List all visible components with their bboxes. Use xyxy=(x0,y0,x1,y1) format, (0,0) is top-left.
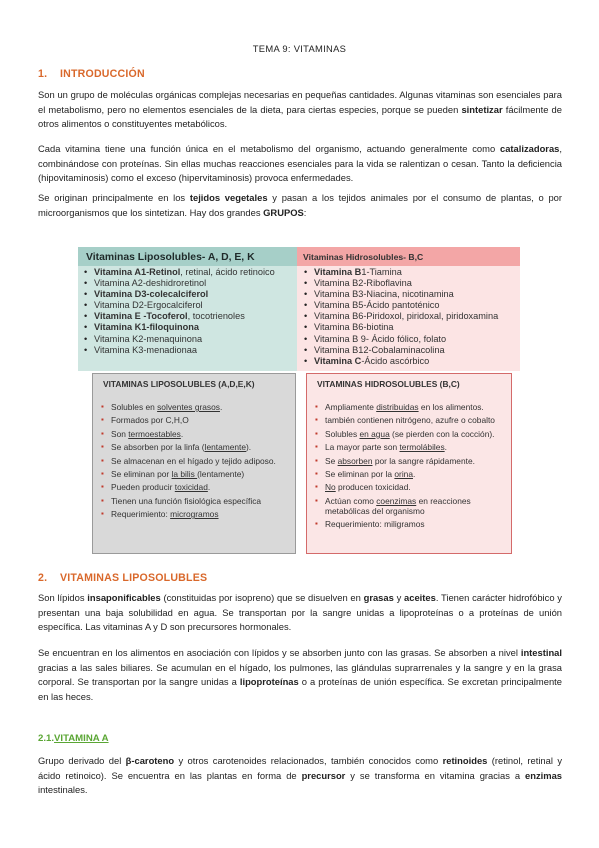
bold-text: Vitamina E -Tocoferol xyxy=(94,311,188,322)
list-item xyxy=(300,300,498,311)
text-run: Cada vitamina tiene una función única en el metabolismo del organismo, actuando generalmente como xyxy=(38,143,500,154)
text-run: Vitamina K3-menadionaa xyxy=(94,344,198,355)
text-run: Se originan principalmente en los xyxy=(38,192,190,203)
list-item xyxy=(315,429,505,439)
text-run: -Ácido ascórbico xyxy=(361,355,430,366)
subsection-heading-vitamina-a xyxy=(38,732,109,747)
underlined-text: distribuidas xyxy=(376,402,419,412)
text-run: Vitamina B12-Cobalaminacolina xyxy=(314,344,445,355)
list-item xyxy=(300,322,498,333)
underlined-text: orina xyxy=(394,468,413,479)
text-run: ). xyxy=(246,442,252,453)
text-run: producen toxicidad. xyxy=(335,482,411,493)
text-run: Vitamina K2-menaquinona xyxy=(94,333,203,344)
list-item xyxy=(80,289,275,300)
text-run: . xyxy=(444,442,447,453)
underlined-text: toxicidad xyxy=(174,482,208,493)
section-heading-introduccion xyxy=(38,66,145,82)
underlined-text: absorben xyxy=(337,455,373,466)
underlined-text: No xyxy=(325,482,336,493)
text-run: Solubles xyxy=(325,428,360,439)
list-item xyxy=(300,345,498,356)
bold-text: intestinal xyxy=(520,647,562,658)
text-run: por la sangre rápidamente. xyxy=(372,455,475,466)
text-run: Vitamina A2-deshidroretinol xyxy=(94,278,207,289)
list-item xyxy=(80,311,275,322)
text-run: Vitamina D2-Ergocalciferol xyxy=(94,300,203,311)
section-title: VITAMINAS LIPOSOLUBLES xyxy=(60,572,208,584)
underlined-text: termoestables xyxy=(128,428,181,439)
section-title: INTRODUCCIÓN xyxy=(60,68,145,80)
list-item xyxy=(80,300,275,311)
list-item xyxy=(80,334,275,345)
subsection-title: VITAMINA A xyxy=(54,733,109,744)
underlined-text: en agua xyxy=(359,428,390,439)
bold-text: catalizadoras xyxy=(499,143,560,154)
list-item xyxy=(80,278,275,289)
list-item xyxy=(300,356,498,367)
list-item xyxy=(300,289,498,300)
list-item xyxy=(101,456,289,466)
hidrosolubles-properties-box xyxy=(306,373,512,554)
list-item xyxy=(315,402,505,412)
liposolubles-properties-box xyxy=(92,373,296,554)
list-item xyxy=(101,496,289,506)
paragraph xyxy=(38,646,562,704)
section-heading-liposolubles xyxy=(38,570,207,586)
list-item xyxy=(101,482,289,492)
text-run: y xyxy=(393,592,405,603)
paragraph xyxy=(38,591,562,635)
hidrosolubles-list xyxy=(300,267,498,367)
text-run: . xyxy=(413,468,416,479)
text-run: 1-Tiamina xyxy=(361,267,402,277)
text-run: Requerimiento: miligramos xyxy=(325,519,425,530)
bold-text: Vitamina K1-filoquinona xyxy=(94,322,199,333)
bold-text: sintetizar xyxy=(461,103,503,115)
hidrosolubles-header: Vitaminas Hidrosolubles- B,C xyxy=(297,247,520,266)
bold-text: β-caroteno xyxy=(125,755,175,766)
bold-text: retinoides xyxy=(442,755,488,766)
text-run: Se absorben por la linfa ( xyxy=(111,442,205,453)
properties-list xyxy=(315,402,505,533)
text-run: y se transforma en vitamina gracias a xyxy=(345,769,525,781)
box-title: VITAMINAS HIDROSOLUBLES (B,C) xyxy=(317,379,460,389)
underlined-text: la bilis xyxy=(171,468,198,479)
text-run: Se encuentran en los alimentos en asociación con lípidos y se absorben junto con las grasas. Se absorben a nivel xyxy=(38,647,521,658)
text-run: , retinal, ácido retinoico xyxy=(180,267,275,277)
text-run: : xyxy=(303,206,307,218)
list-item xyxy=(101,429,289,439)
list-item xyxy=(315,415,505,425)
text-run: Son xyxy=(111,428,129,439)
text-run: Vitamina B6-Piridoxol, piridoxal, piridoxamina xyxy=(314,311,499,322)
underlined-text: coenzimas xyxy=(376,495,417,506)
text-run: Se eliminan por xyxy=(111,468,172,479)
text-run: (se pierden con la cocción). xyxy=(389,428,495,439)
text-run: Requerimiento: xyxy=(111,509,171,520)
text-run: Se xyxy=(325,455,338,466)
list-item xyxy=(300,311,498,322)
vitamin-groups-table xyxy=(78,247,520,371)
list-item xyxy=(300,334,498,345)
text-run: , tocotrienoles xyxy=(187,311,245,322)
section-number: 2. xyxy=(38,572,48,584)
text-run: intestinales. xyxy=(38,784,88,796)
text-run: Formados por C,H,O xyxy=(111,415,189,426)
text-run: (lentamente) xyxy=(197,468,245,479)
underlined-text: lentamente xyxy=(204,442,247,453)
bold-text: insaponificables xyxy=(87,592,161,603)
paragraph xyxy=(38,142,562,186)
bold-text: precursor xyxy=(301,769,346,781)
list-item xyxy=(80,322,275,333)
list-item xyxy=(315,456,505,466)
text-run: también contienen nitrógeno, azufre o cobalto xyxy=(325,415,495,426)
list-item xyxy=(315,496,505,516)
bold-text: lipoproteínas xyxy=(239,676,299,688)
paragraph xyxy=(38,88,562,132)
list-item xyxy=(300,267,498,278)
bold-text: tejidos vegetales xyxy=(189,192,268,203)
text-run: . xyxy=(219,402,223,412)
liposolubles-header: Vitaminas Liposolubles- A, D, E, K xyxy=(78,247,297,266)
text-run: , combinándose con proteínas. Sin ellas muchas reacciones esenciales para la vida se ralentizan o cesan. Tanto la deficiencia (hipovitaminosis) como el exceso (hipervitaminosis) provoca enfermedades. xyxy=(38,143,562,184)
text-run: Vitamina B 9- Ácido fólico, folato xyxy=(314,333,447,344)
text-run: Vitamina B5-Ácido pantoténico xyxy=(314,300,440,311)
text-run: o a proteínas de unión específica. Se excretan principalmente en las heces. xyxy=(38,676,562,702)
text-run: Tienen una función fisiológica específica xyxy=(111,495,262,506)
list-item xyxy=(315,519,505,529)
text-run: Vitamina B2-Riboflavina xyxy=(314,278,412,289)
bold-text: Vitamina B xyxy=(314,267,362,277)
text-run: Grupo derivado del xyxy=(38,755,126,766)
underlined-text: microgramos xyxy=(170,509,219,520)
document-title: TEMA 9: VITAMINAS xyxy=(252,43,347,54)
bold-text: aceites xyxy=(404,592,436,603)
list-item xyxy=(101,402,289,412)
list-item xyxy=(101,442,289,452)
section-number: 1. xyxy=(38,68,48,80)
text-run: (retinol, retinal y ácido retinoico). Se encuentra en las plantas en forma de xyxy=(38,755,563,781)
text-run: y pasan a los tejidos animales por el consumo de plantas, o por microorganismos que los sintetizan. Hay dos grandes xyxy=(38,192,562,218)
list-item xyxy=(315,442,505,452)
underlined-text: termolábiles xyxy=(399,442,445,453)
liposolubles-list xyxy=(80,267,275,356)
text-run: y otros carotenoides relacionados, también conocidos como xyxy=(174,755,443,766)
list-item xyxy=(300,278,498,289)
subsection-number: 2.1. xyxy=(38,733,55,744)
bold-text: GRUPOS xyxy=(263,206,304,218)
underlined-text: solventes grasos xyxy=(157,402,220,412)
list-item xyxy=(315,482,505,492)
properties-list xyxy=(101,402,289,523)
list-item xyxy=(101,469,289,479)
text-run: Se almacenan en el hígado y tejido adiposo. xyxy=(111,455,276,466)
text-run: Actúan como xyxy=(325,495,377,506)
text-run: La mayor parte son xyxy=(325,442,400,453)
text-run: Pueden producir xyxy=(111,482,175,493)
paragraph xyxy=(38,754,562,798)
list-item xyxy=(80,345,275,356)
list-item xyxy=(101,415,289,425)
text-run: gracias a las sales biliares. Se acumulan en el hígado, los pulmones, las glándulas suprarrenales y la sangre y en la grasa corporal. Se transportan por la sangre unidas a xyxy=(38,661,562,688)
text-run: Son lípidos xyxy=(38,592,88,603)
bold-text: Vitamina A1-Retinol xyxy=(94,267,181,277)
text-run: Solubles en xyxy=(111,402,158,412)
text-run: Se eliminan por la xyxy=(325,468,395,479)
text-run: Vitamina B3-Niacina, nicotinamina xyxy=(314,289,454,300)
bold-text: grasas xyxy=(363,592,394,603)
bold-text: Vitamina D3-colecalciferol xyxy=(94,289,209,300)
text-run: . xyxy=(207,482,211,493)
text-run: Ampliamente xyxy=(325,402,377,412)
text-run: en reacciones metabólicas del organismo xyxy=(325,495,471,516)
bold-text: Vitamina C xyxy=(314,355,362,366)
text-run: Son un grupo de moléculas orgánicas complejas necesarias en pequeñas cantidades. Algunas vitaminas son esenciales para el metabolismo, pero no elementos esenciales de la dieta, para ciertas especies, porque se pueden xyxy=(38,89,562,115)
text-run: fácilmente de otros alimentos o constituyentes metabólicos. xyxy=(38,103,562,130)
bold-text: enzimas xyxy=(525,769,562,781)
list-item xyxy=(101,509,289,519)
text-run: . xyxy=(180,428,184,439)
text-run: (constituidas por isopreno) que se disuelven en xyxy=(160,592,364,603)
text-run: Vitamina B6-biotina xyxy=(314,322,394,333)
list-item xyxy=(315,469,505,479)
paragraph xyxy=(38,191,562,220)
list-item xyxy=(80,267,275,278)
text-run: . Tienen carácter hidrofóbico y presentan una baja solubilidad en agua. Se transportan por la sangre unidas a lipoproteínas o a proteínas de unión específica. Las vitaminas A y D son precursores hormonales. xyxy=(38,592,562,633)
box-title: VITAMINAS LIPOSOLUBLES (A,D,E,K) xyxy=(103,379,255,389)
text-run: en los alimentos. xyxy=(418,402,484,412)
